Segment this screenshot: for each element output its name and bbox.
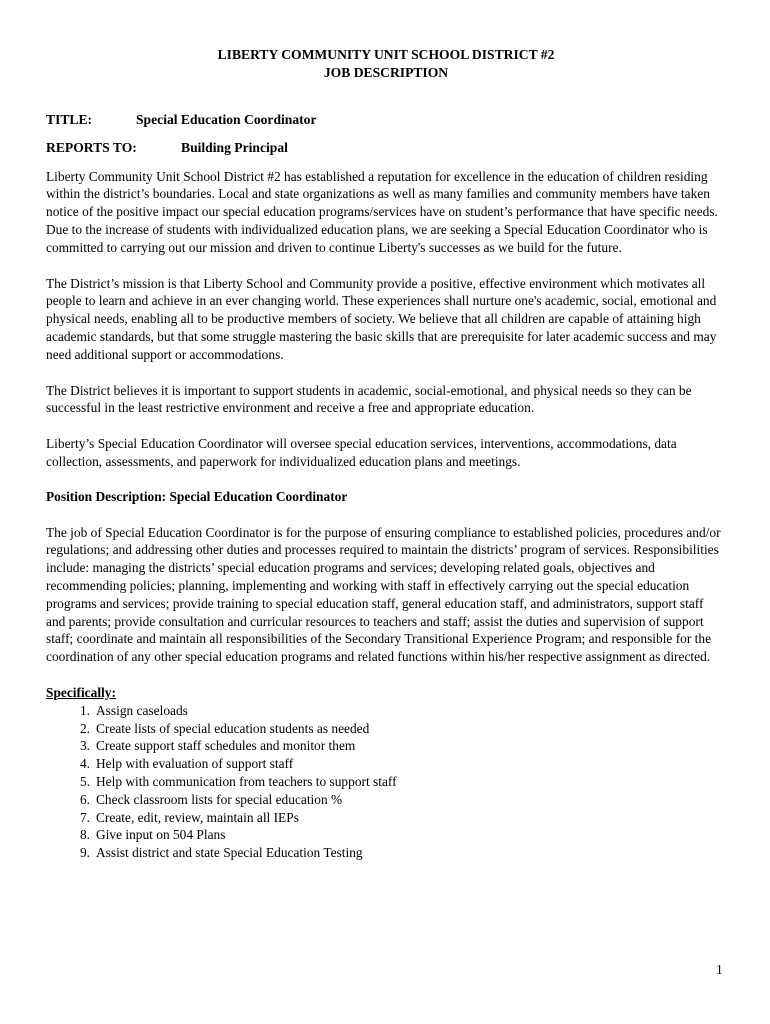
reports-to-row xyxy=(46,139,726,157)
list-item-number: 4. xyxy=(79,756,90,772)
belief-paragraph: The District believes it is important to support students in academic, social-emotional, and physical needs so they can be successful in the least restrictive environment and receive a free and appropriate education. xyxy=(46,382,692,416)
title-value: Special Education Coordinator xyxy=(136,112,317,127)
list-item-number: 8. xyxy=(79,827,90,843)
intro-paragraph: Liberty Community Unit School District #2 has established a reputation for excellence in the education of children residing within the district’s boundaries. Local and state organizations as well as many families and community members have taken notice of the positive impact our special education programs/services have on student’s performance that have specific needs. Due to the increase of students with individualized education plans, we are seeking a Special Education Coordinator who is committed to carrying out our mission and driven to continue Liberty's successes as we build for the future. xyxy=(46,168,718,255)
list-item xyxy=(46,773,726,791)
list-item-number: 2. xyxy=(79,720,90,736)
list-item xyxy=(46,791,726,809)
list-item xyxy=(46,844,726,862)
list-item-text: Give input on 504 Plans xyxy=(96,827,226,843)
list-item-number: 7. xyxy=(79,809,90,825)
document-header xyxy=(46,46,726,82)
list-item-text: Assign caseloads xyxy=(96,702,188,718)
district-name: LIBERTY COMMUNITY UNIT SCHOOL DISTRICT #2 xyxy=(217,47,555,62)
list-item-text: Create lists of special education students as needed xyxy=(96,720,370,736)
list-item xyxy=(46,826,726,844)
list-item-number: 3. xyxy=(79,738,90,754)
list-item-number: 1. xyxy=(79,702,90,718)
list-item-text: Check classroom lists for special education % xyxy=(96,791,343,807)
list-item-text: Help with evaluation of support staff xyxy=(96,756,294,772)
title-row xyxy=(46,111,726,129)
reports-to-label: REPORTS TO: xyxy=(46,139,137,155)
list-item xyxy=(46,809,726,827)
list-item-number: 9. xyxy=(79,845,90,861)
title-label: TITLE: xyxy=(46,112,93,127)
list-item-text: Create support staff schedules and monitor them xyxy=(96,738,356,754)
list-item-text: Assist district and state Special Education Testing xyxy=(96,845,363,861)
position-paragraph: The job of Special Education Coordinator is for the purpose of ensuring compliance to established policies, procedures and/or regulations; and addressing other duties and processes required to maintain the districts’ program of services. Responsibilities include: managing the districts’ special education programs and services; developing related goals, objectives and recommending policies; planning, implementing and working with staff in effectively carrying out the special education programs and services; provide training to special education staff, general education staff, and administrators, support staff and parents; provide consultation and curricular resources to teachers and staff; assist the duties and supervision of support staff; coordinate and maintain all responsibilities of the Secondary Transitional Experience Program; and responsible for the coordination of any other special education programs and related functions within his/her respective assignment as directed. xyxy=(46,524,721,665)
list-item-number: 5. xyxy=(79,773,90,789)
list-item xyxy=(46,720,726,738)
list-item xyxy=(46,755,726,773)
position-heading: Position Description: Special Education Coordinator xyxy=(46,488,348,504)
reports-to-value: Building Principal xyxy=(181,139,288,155)
mission-paragraph: The District’s mission is that Liberty School and Community provide a positive, effective environment which motivates all people to learn and achieve in an ever changing world. These experiences shall nurture one's academic, social, emotional and physical needs, enabling all to be productive members of society. We believe that all children are capable of attaining high academic standards, but that some struggle mastering the basic skills that are prerequisite for later academic success and may need additional support or accommodations. xyxy=(46,275,717,362)
list-item xyxy=(46,702,726,720)
page-number: 1 xyxy=(716,962,723,977)
document-page xyxy=(46,46,726,862)
list-item-number: 6. xyxy=(79,791,90,807)
list-item xyxy=(46,737,726,755)
specifically-heading: Specifically: xyxy=(46,684,116,700)
list-item-text: Create, edit, review, maintain all IEPs xyxy=(96,809,299,825)
responsibilities-list xyxy=(46,702,726,862)
document-type: JOB DESCRIPTION xyxy=(323,65,449,80)
list-item-text: Help with communication from teachers to support staff xyxy=(96,773,397,789)
oversight-paragraph: Liberty’s Special Education Coordinator will oversee special education services, interventions, accommodations, data collection, assessments, and paperwork for individualized education plans and meetings. xyxy=(46,436,677,469)
